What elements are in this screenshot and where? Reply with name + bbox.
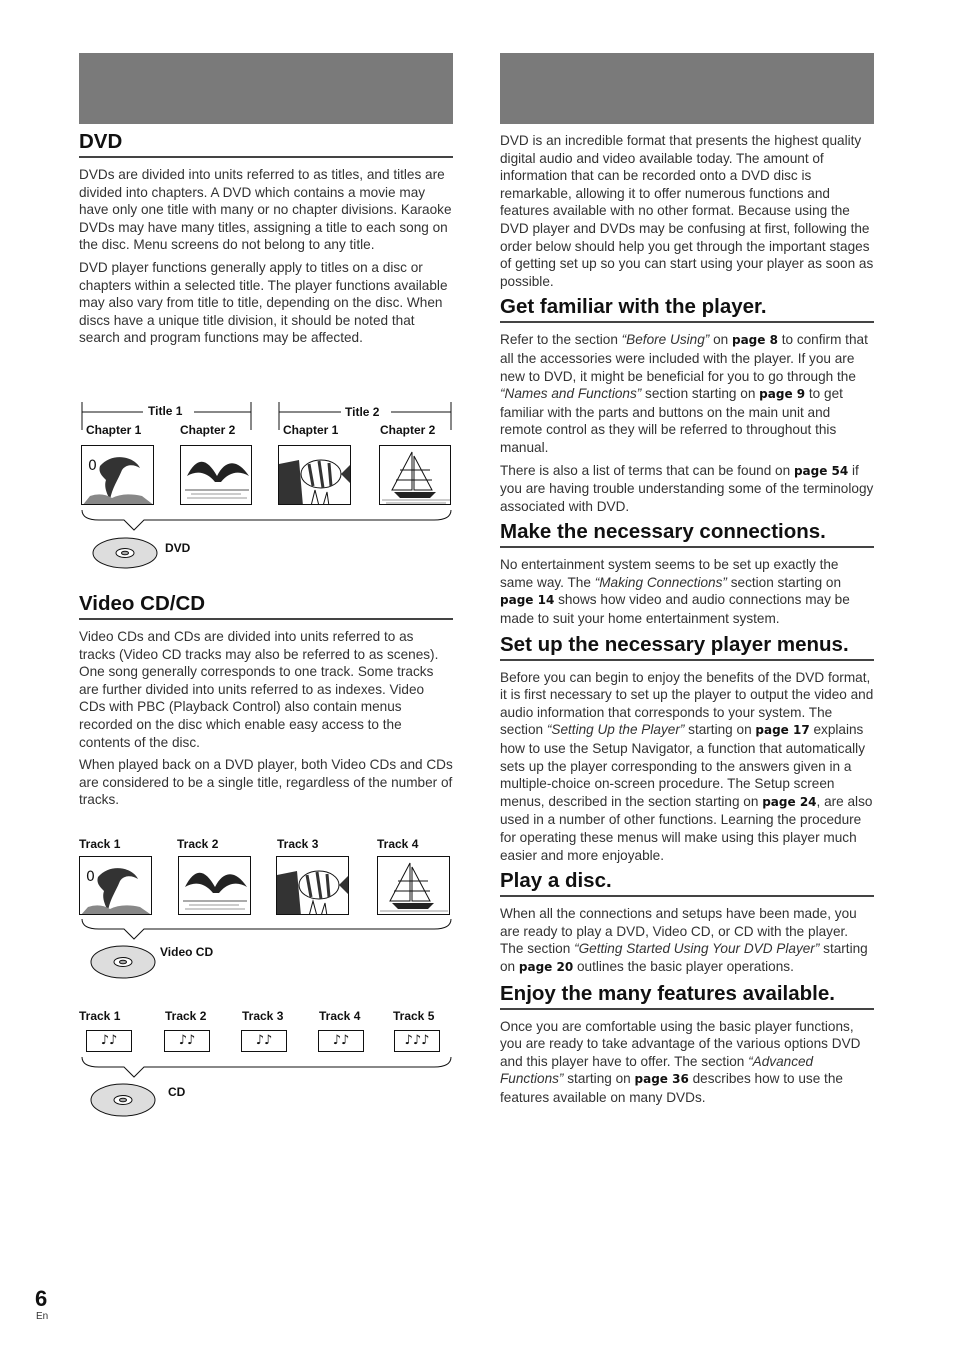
section-heading-get-familiar: Get familiar with the player. bbox=[500, 295, 874, 323]
videocd-disc-label: Video CD bbox=[160, 945, 214, 959]
seagull-thumbnail bbox=[178, 856, 251, 915]
section-heading-player-menus: Set up the necessary player menus. bbox=[500, 633, 874, 661]
dvd-heading: DVD bbox=[79, 130, 453, 158]
play-disc-paragraph: When all the connections and setups have been made, you are ready to play a DVD, Video CD, or CD with the player. The section “Getting Started Using Your DVD Player” starting on page 20 outlines the basic player operations. bbox=[500, 906, 868, 974]
videocd-paragraph-2: When played back on a DVD player, both Video CDs and CDs are considered to be a single title, regardless of the number of tracks. bbox=[79, 757, 453, 808]
dolphin-thumbnail bbox=[79, 856, 152, 915]
videocd-paragraph-1: Video CDs and CDs are divided into units referred to as tracks (Video CD tracks may also be referred to as scenes). One song generally corresponds to one track. Some tracks are further divided into units referred to as indexes. Video CDs with PBC (Playback Control) also contain menus recorded on the disc which enable easy access to the contents of the disc. bbox=[79, 629, 439, 750]
intro-paragraph: DVD is an incredible format that presents the highest quality digital audio and video available today. The amount of information that can be recorded onto a DVD disc is remarkable, allowing it to offer numerous functions and features available with no other format. Because using the DVD player and DVDs may be confusing at first, following the order below should help you get through the important stages of getting set up so you can start using your player as soon as possible. bbox=[500, 133, 874, 289]
music-note-icon: ♪♪♪ bbox=[394, 1030, 440, 1052]
track-label: Track 1 bbox=[79, 1009, 121, 1023]
language-code: En bbox=[36, 1311, 49, 1322]
music-note-icon: ♪♪ bbox=[241, 1030, 287, 1052]
fish-thumbnail bbox=[276, 856, 349, 915]
section-heading-features: Enjoy the many features available. bbox=[500, 982, 874, 1010]
track-label: Track 4 bbox=[377, 837, 419, 851]
dolphin-thumbnail bbox=[81, 445, 154, 505]
left-column bbox=[79, 53, 453, 352]
dvd-paragraph-1: DVDs are divided into units referred to as titles, and titles are divided into chapters. A DVD which contains a movie may have only one title with many or no chapter divisions. Karaoke DVDs may have many titles, assigning a title to each song on the disc. Menu screens do not belong to any title. bbox=[79, 167, 452, 253]
dvd-disc-label: DVD bbox=[165, 541, 191, 555]
cd-disc-icon bbox=[89, 1081, 159, 1119]
dvd-brace bbox=[79, 508, 455, 534]
sailboat-thumbnail bbox=[379, 445, 451, 505]
track-label: Track 2 bbox=[177, 837, 219, 851]
dvd-paragraph-2: DVD player functions generally apply to titles on a disc or chapters within a selected title. The player functions available may also vary from title to title, depending on the disc. When discs have a unique title division, it should be noted that search and program functions may be affected. bbox=[79, 259, 448, 346]
fish-thumbnail bbox=[278, 445, 351, 505]
music-note-icon: ♪♪ bbox=[164, 1030, 210, 1052]
connections-paragraph: No entertainment system seems to be set up exactly the same way. The “Making Connections” section starting on page 14 shows how video and audio connections may be made to suit your home entertainment system. bbox=[500, 557, 850, 627]
cd-disc-label: CD bbox=[168, 1085, 186, 1099]
section-heading-play-disc: Play a disc. bbox=[500, 869, 874, 897]
videocd-brace bbox=[79, 917, 455, 943]
chapter-1-label: Chapter 1 bbox=[86, 423, 142, 437]
chapter-2-label: Chapter 2 bbox=[180, 423, 236, 437]
left-banner bbox=[79, 53, 453, 124]
get-familiar-paragraph-2: There is also a list of terms that can be found on page 54 if you are having trouble understanding some of the terminology associated with DVD. bbox=[500, 462, 874, 514]
svg-text:0: 0 bbox=[86, 869, 95, 885]
section-heading-connections: Make the necessary connections. bbox=[500, 520, 874, 548]
page-number: 6 bbox=[35, 1286, 48, 1311]
videocd-heading: Video CD/CD bbox=[79, 592, 453, 620]
music-note-icon: ♪♪ bbox=[86, 1030, 132, 1052]
videocd-disc-icon bbox=[89, 943, 159, 981]
right-column bbox=[500, 53, 874, 1112]
track-label: Track 2 bbox=[165, 1009, 207, 1023]
title-2-label: Title 2 bbox=[345, 405, 380, 419]
track-label: Track 4 bbox=[319, 1009, 361, 1023]
chapter-2-label: Chapter 2 bbox=[380, 423, 436, 437]
track-label: Track 3 bbox=[242, 1009, 284, 1023]
track-label: Track 1 bbox=[79, 837, 121, 851]
track-label: Track 3 bbox=[277, 837, 319, 851]
right-banner bbox=[500, 53, 874, 124]
videocd-section bbox=[79, 592, 453, 814]
player-menus-paragraph: Before you can begin to enjoy the benefits of the DVD format, it is first necessary to set up the player to output the video and audio information that corresponds to your system. The section “Setting Up the Player” starting on page 17 explains how to use the Setup Navigator, a function that automatically sets up the player corresponding to the answers given in a multiple-choice on-screen procedure. The Setup screen menus, described in the section starting on page 24, are also used in a number of other functions. Learning the procedure for operating these menus will make using this player much easier and more enjoyable. bbox=[500, 669, 874, 863]
dvd-disc-icon bbox=[91, 535, 161, 571]
features-paragraph: Once you are comfortable using the basic player functions, you are ready to take advantage of the various options DVD and this player have to offer. The section “Advanced Functions” starting on page 36 describes how to use the features available on many DVDs. bbox=[500, 1018, 861, 1105]
chapter-1-label: Chapter 1 bbox=[283, 423, 339, 437]
track-label: Track 5 bbox=[393, 1009, 435, 1023]
seagull-thumbnail bbox=[180, 445, 252, 505]
title-1-label: Title 1 bbox=[148, 404, 183, 418]
music-note-icon: ♪♪ bbox=[318, 1030, 364, 1052]
get-familiar-paragraph-1: Refer to the section “Before Using” on page 8 to confirm that all the accessories were included with the player. If you are new to DVD, it might be beneficial for you to go through the “Names and Functions” section starting on page 9 to get familiar with the parts and buttons on the main unit and remote control as they will be referred to throughout this manual. bbox=[500, 332, 868, 455]
sailboat-thumbnail bbox=[377, 856, 450, 915]
cd-brace bbox=[79, 1055, 455, 1081]
svg-text:0: 0 bbox=[88, 458, 97, 474]
